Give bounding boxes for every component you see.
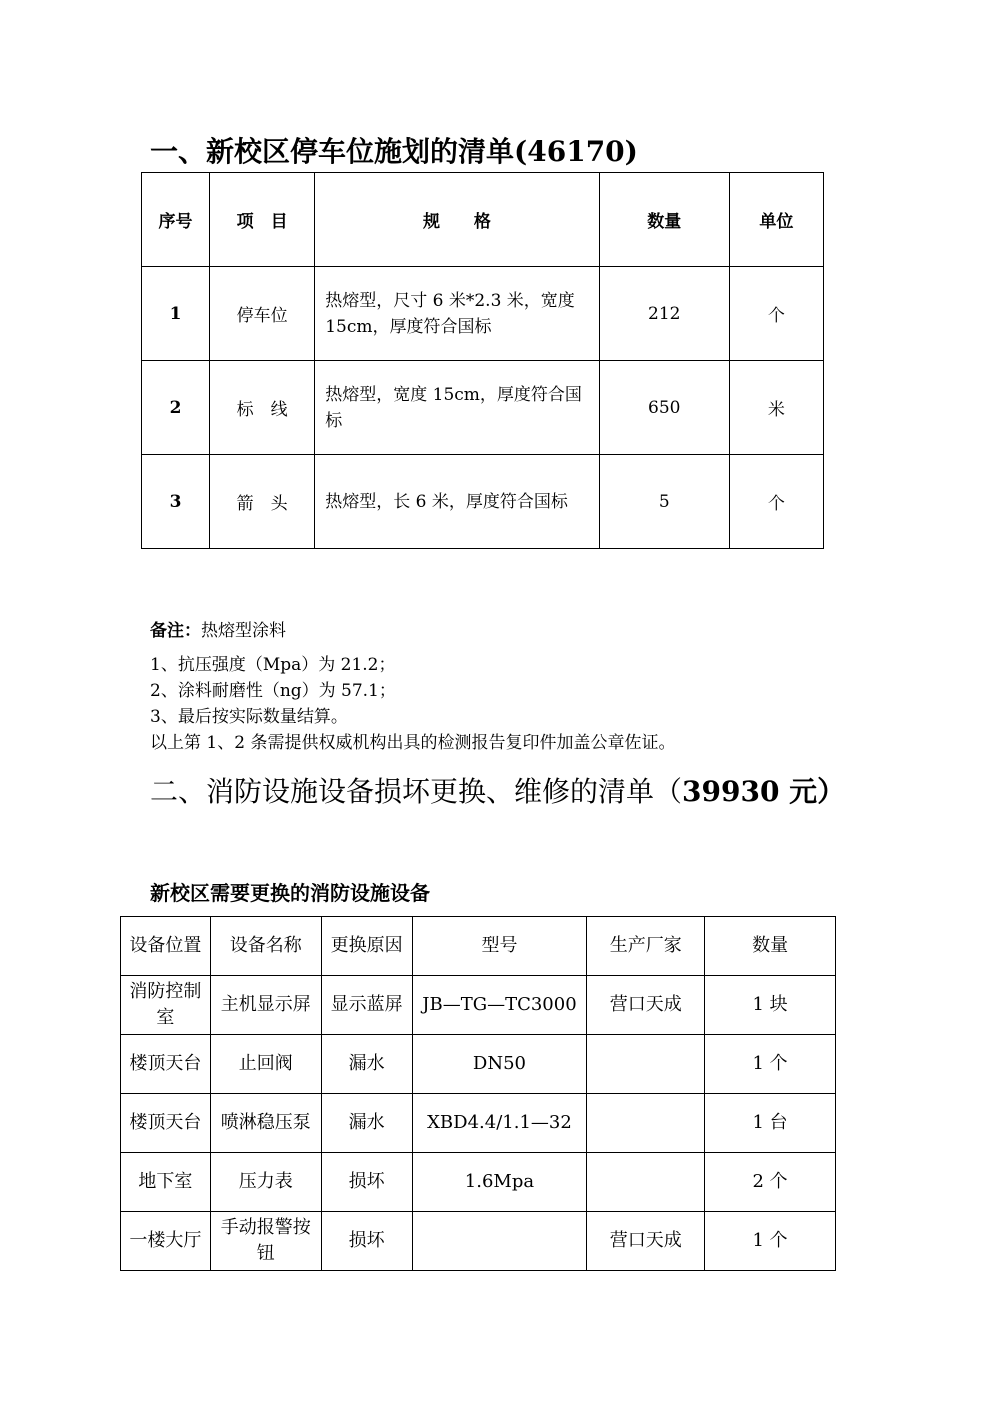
- row-location: 一楼大厅: [121, 1212, 211, 1271]
- row-reason: 漏水: [321, 1035, 412, 1094]
- table-row: [121, 1153, 836, 1212]
- row-item: 标 线: [210, 361, 315, 455]
- row-location: 楼顶天台: [121, 1035, 211, 1094]
- table-row: [142, 267, 824, 361]
- row-name: 主机显示屏: [210, 976, 321, 1035]
- row-reason: 漏水: [321, 1094, 412, 1153]
- note-line: 以上第 1、2 条需提供权威机构出具的检测报告复印件加盖公章佐证。: [150, 733, 676, 753]
- table-header-row: [142, 173, 824, 267]
- section2-title-amount: 39930 元）: [682, 775, 846, 808]
- section2-title-prefix: 二、消防设施设备损坏更换、维修的清单（: [150, 775, 683, 808]
- notes-material: 热熔型涂料: [201, 621, 286, 641]
- section2-subtitle: 新校区需要更换的消防设施设备: [150, 881, 430, 905]
- note-line: 2、涂料耐磨性（ng）为 57.1；: [150, 681, 396, 701]
- row-spec: 热熔型，长 6 米，厚度符合国标: [315, 455, 599, 549]
- col-header-spec: 规 格: [315, 173, 599, 267]
- col-header-model: 型号: [412, 917, 587, 976]
- row-model: [412, 1212, 587, 1271]
- row-reason: 显示蓝屏: [321, 976, 412, 1035]
- table-row: [121, 1212, 836, 1271]
- col-header-maker: 生产厂家: [587, 917, 705, 976]
- row-qty: 1 个: [705, 1035, 836, 1094]
- col-header-reason: 更换原因: [321, 917, 412, 976]
- row-qty: 650: [599, 361, 729, 455]
- row-item: 停车位: [210, 267, 315, 361]
- col-header-item: 项 目: [210, 173, 315, 267]
- row-reason: 损坏: [321, 1212, 412, 1271]
- row-name: 手动报警按钮: [210, 1212, 321, 1271]
- note-line: 1、抗压强度（Mpa）为 21.2；: [150, 655, 396, 675]
- col-header-unit: 单位: [729, 173, 823, 267]
- row-location: 楼顶天台: [121, 1094, 211, 1153]
- row-qty: 1 块: [705, 976, 836, 1035]
- table-row: [121, 1035, 836, 1094]
- col-header-qty: 数量: [599, 173, 729, 267]
- row-unit: 个: [729, 267, 823, 361]
- row-maker: [587, 1035, 705, 1094]
- row-maker: 营口天成: [587, 976, 705, 1035]
- fire-equipment-table: [120, 916, 836, 1271]
- section1-title: 一、新校区停车位施划的清单(46170): [150, 135, 638, 168]
- row-model: DN50: [412, 1035, 587, 1094]
- table-row: [142, 455, 824, 549]
- row-no: 2: [142, 361, 210, 455]
- row-spec: 热熔型，宽度 15cm，厚度符合国标: [315, 361, 599, 455]
- row-maker: 营口天成: [587, 1212, 705, 1271]
- row-item: 箭 头: [210, 455, 315, 549]
- row-name: 喷淋稳压泵: [210, 1094, 321, 1153]
- col-header-location: 设备位置: [121, 917, 211, 976]
- section2-title: [150, 770, 845, 810]
- table-header-row: [121, 917, 836, 976]
- parking-table: [141, 172, 824, 549]
- row-qty: 5: [599, 455, 729, 549]
- row-model: XBD4.4/1.1—32: [412, 1094, 587, 1153]
- row-model: JB—TG—TC3000: [412, 976, 587, 1035]
- row-qty: 1 个: [705, 1212, 836, 1271]
- table-row: [142, 361, 824, 455]
- notes-heading: [150, 618, 675, 644]
- table-row: [121, 1094, 836, 1153]
- notes-block: [150, 618, 675, 756]
- notes-label: 备注：: [150, 621, 201, 641]
- note-line: 3、最后按实际数量结算。: [150, 707, 348, 727]
- col-header-no: 序号: [142, 173, 210, 267]
- row-maker: [587, 1094, 705, 1153]
- table-row: [121, 976, 836, 1035]
- col-header-name: 设备名称: [210, 917, 321, 976]
- row-name: 压力表: [210, 1153, 321, 1212]
- row-location: 地下室: [121, 1153, 211, 1212]
- row-reason: 损坏: [321, 1153, 412, 1212]
- row-maker: [587, 1153, 705, 1212]
- row-unit: 米: [729, 361, 823, 455]
- row-no: 1: [142, 267, 210, 361]
- row-spec: 热熔型，尺寸 6 米*2.3 米，宽度 15cm，厚度符合国标: [315, 267, 599, 361]
- row-unit: 个: [729, 455, 823, 549]
- row-qty: 212: [599, 267, 729, 361]
- col-header-qty: 数量: [705, 917, 836, 976]
- row-qty: 2 个: [705, 1153, 836, 1212]
- row-name: 止回阀: [210, 1035, 321, 1094]
- row-no: 3: [142, 455, 210, 549]
- row-model: 1.6Mpa: [412, 1153, 587, 1212]
- row-location: 消防控制室: [121, 976, 211, 1035]
- row-qty: 1 台: [705, 1094, 836, 1153]
